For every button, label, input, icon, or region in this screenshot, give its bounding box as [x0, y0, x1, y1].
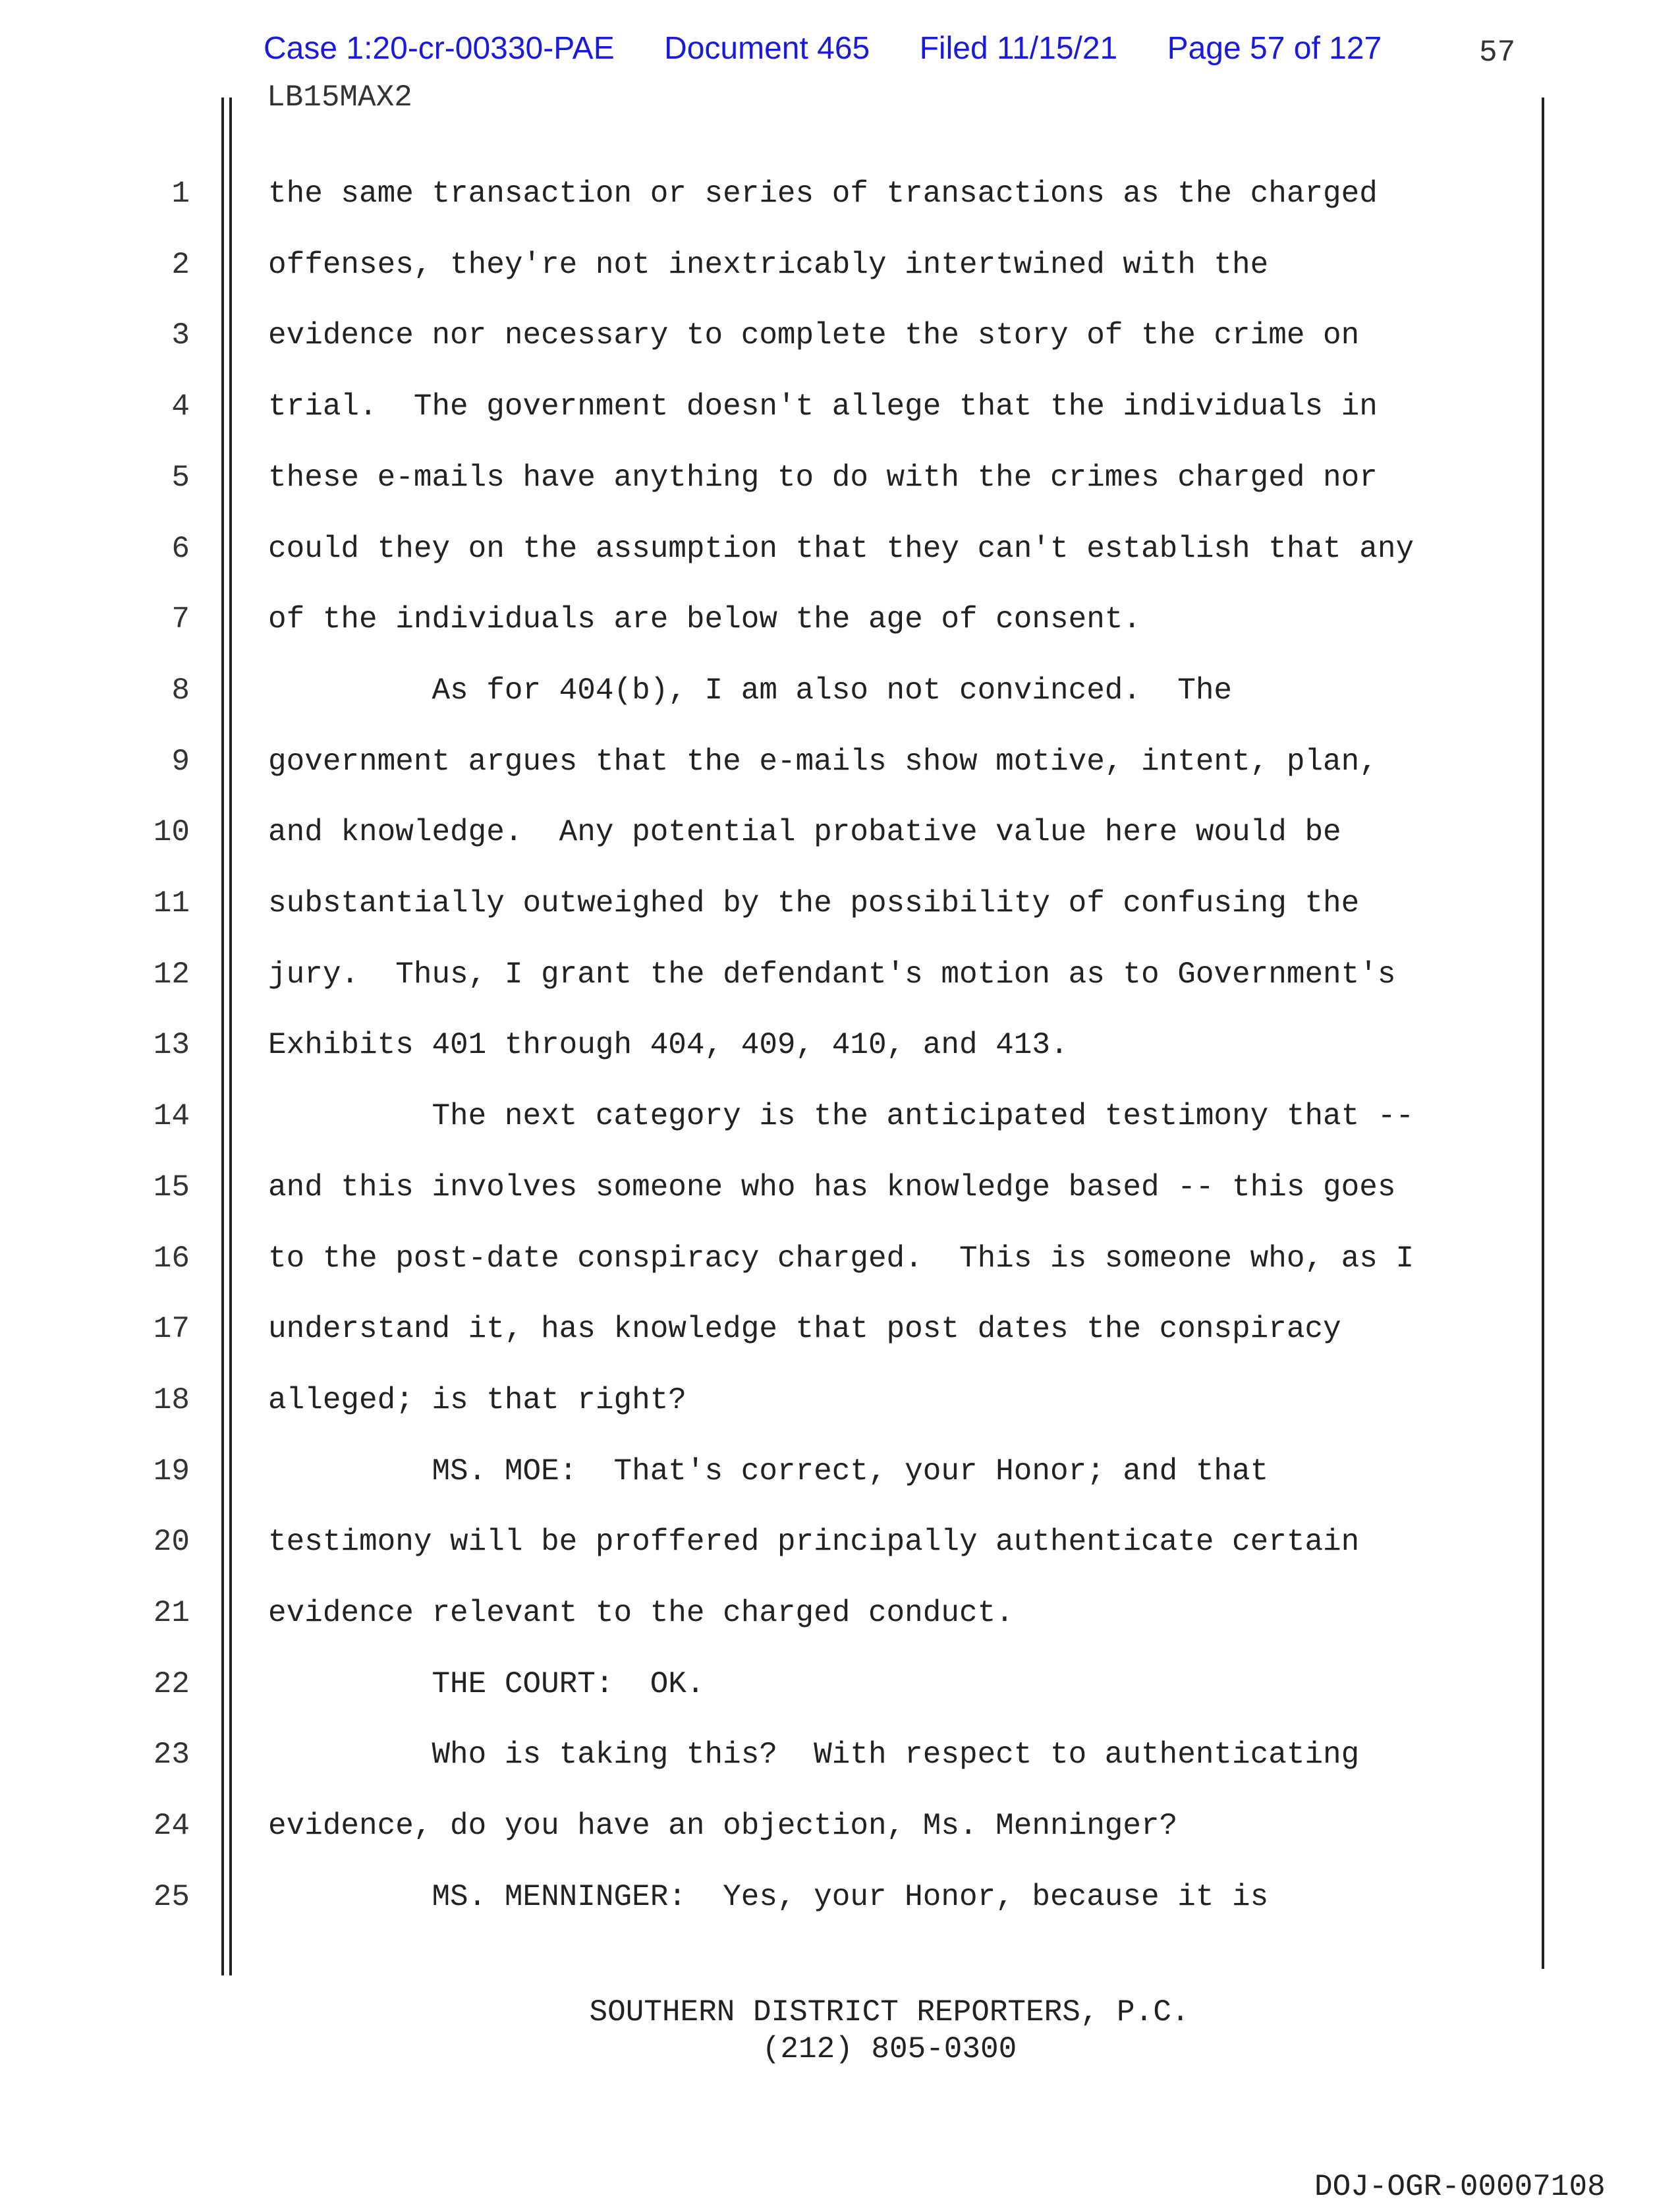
transcript-line: to the post-date conspiracy charged. This is someone who, as I	[268, 1241, 1414, 1276]
line-number: 3	[171, 318, 190, 353]
filed-date: Filed 11/15/21	[919, 31, 1118, 66]
line-number: 24	[153, 1809, 190, 1843]
transcript-line: and this involves someone who has knowledge based -- this goes	[268, 1170, 1396, 1205]
case-number: Case 1:20-cr-00330-PAE	[264, 31, 615, 66]
line-number: 9	[171, 745, 190, 779]
line-number: 5	[171, 461, 190, 495]
line-number: 19	[153, 1454, 190, 1489]
document-number: Document 465	[664, 31, 870, 66]
left-margin-rule-outer	[221, 98, 224, 1975]
transcript-line: MS. MOE: That's correct, your Honor; and that	[268, 1454, 1269, 1489]
transcript-line: the same transaction or series of transactions as the charged	[268, 177, 1378, 211]
transcript-line: testimony will be proffered principally authenticate certain	[268, 1525, 1360, 1559]
case-code: LB15MAX2	[267, 80, 412, 115]
line-number: 21	[153, 1596, 190, 1630]
footer	[0, 1994, 1680, 2068]
reporter-phone: (212) 805-0300	[762, 2032, 1017, 2066]
transcript-line: and knowledge. Any potential probative value here would be	[268, 815, 1341, 849]
transcript-line: evidence relevant to the charged conduct.	[268, 1596, 1014, 1630]
line-number: 17	[153, 1312, 190, 1346]
transcript-line: could they on the assumption that they can't establish that any	[268, 532, 1414, 566]
line-number: 6	[171, 532, 190, 566]
transcript-line: understand it, has knowledge that post dates the conspiracy	[268, 1312, 1341, 1346]
transcript-line: MS. MENNINGER: Yes, your Honor, because it is	[268, 1880, 1269, 1914]
left-margin-rule-inner	[229, 98, 232, 1975]
line-number: 15	[153, 1170, 190, 1205]
line-number: 22	[153, 1667, 190, 1701]
transcript-line: offenses, they're not inextricably intertwined with the	[268, 248, 1269, 282]
reporter-name: SOUTHERN DISTRICT REPORTERS, P.C.	[589, 1995, 1190, 2029]
line-number: 2	[171, 248, 190, 282]
line-number: 8	[171, 673, 190, 708]
line-number: 1	[171, 177, 190, 211]
page-count: Page 57 of 127	[1167, 31, 1382, 66]
line-number: 13	[153, 1028, 190, 1062]
line-number: 4	[171, 389, 190, 424]
line-number: 23	[153, 1738, 190, 1772]
right-margin-rule	[1542, 98, 1544, 1969]
transcript-line: evidence nor necessary to complete the story of the crime on	[268, 318, 1360, 353]
transcript-line: alleged; is that right?	[268, 1383, 686, 1417]
transcript-line: these e-mails have anything to do with the crimes charged nor	[268, 461, 1378, 495]
line-number: 14	[153, 1099, 190, 1133]
transcript-line: Exhibits 401 through 404, 409, 410, and 413.	[268, 1028, 1069, 1062]
line-number: 10	[153, 815, 190, 849]
transcript-line: government argues that the e-mails show motive, intent, plan,	[268, 745, 1378, 779]
transcript-line: evidence, do you have an objection, Ms. Menninger?	[268, 1809, 1178, 1843]
transcript-line: THE COURT: OK.	[268, 1667, 705, 1701]
transcript-line: The next category is the anticipated testimony that --	[268, 1099, 1414, 1133]
line-number: 20	[153, 1525, 190, 1559]
page-number: 57	[1479, 36, 1516, 70]
line-number: 7	[171, 602, 190, 637]
transcript-line: of the individuals are below the age of consent.	[268, 602, 1142, 637]
line-number: 12	[153, 957, 190, 992]
transcript-line: jury. Thus, I grant the defendant's motion as to Government's	[268, 957, 1396, 992]
transcript-line: trial. The government doesn't allege that the individuals in	[268, 389, 1378, 424]
transcript-line: Who is taking this? With respect to authenticating	[268, 1738, 1360, 1772]
bates-number: DOJ-OGR-00007108	[1314, 2170, 1606, 2204]
transcript-line: As for 404(b), I am also not convinced. The	[268, 673, 1233, 708]
line-number: 18	[153, 1383, 190, 1417]
line-number: 25	[153, 1880, 190, 1914]
transcript-line: substantially outweighed by the possibility of confusing the	[268, 886, 1360, 921]
line-number: 11	[153, 886, 190, 921]
filing-stamp	[264, 30, 1422, 67]
line-number: 16	[153, 1241, 190, 1276]
